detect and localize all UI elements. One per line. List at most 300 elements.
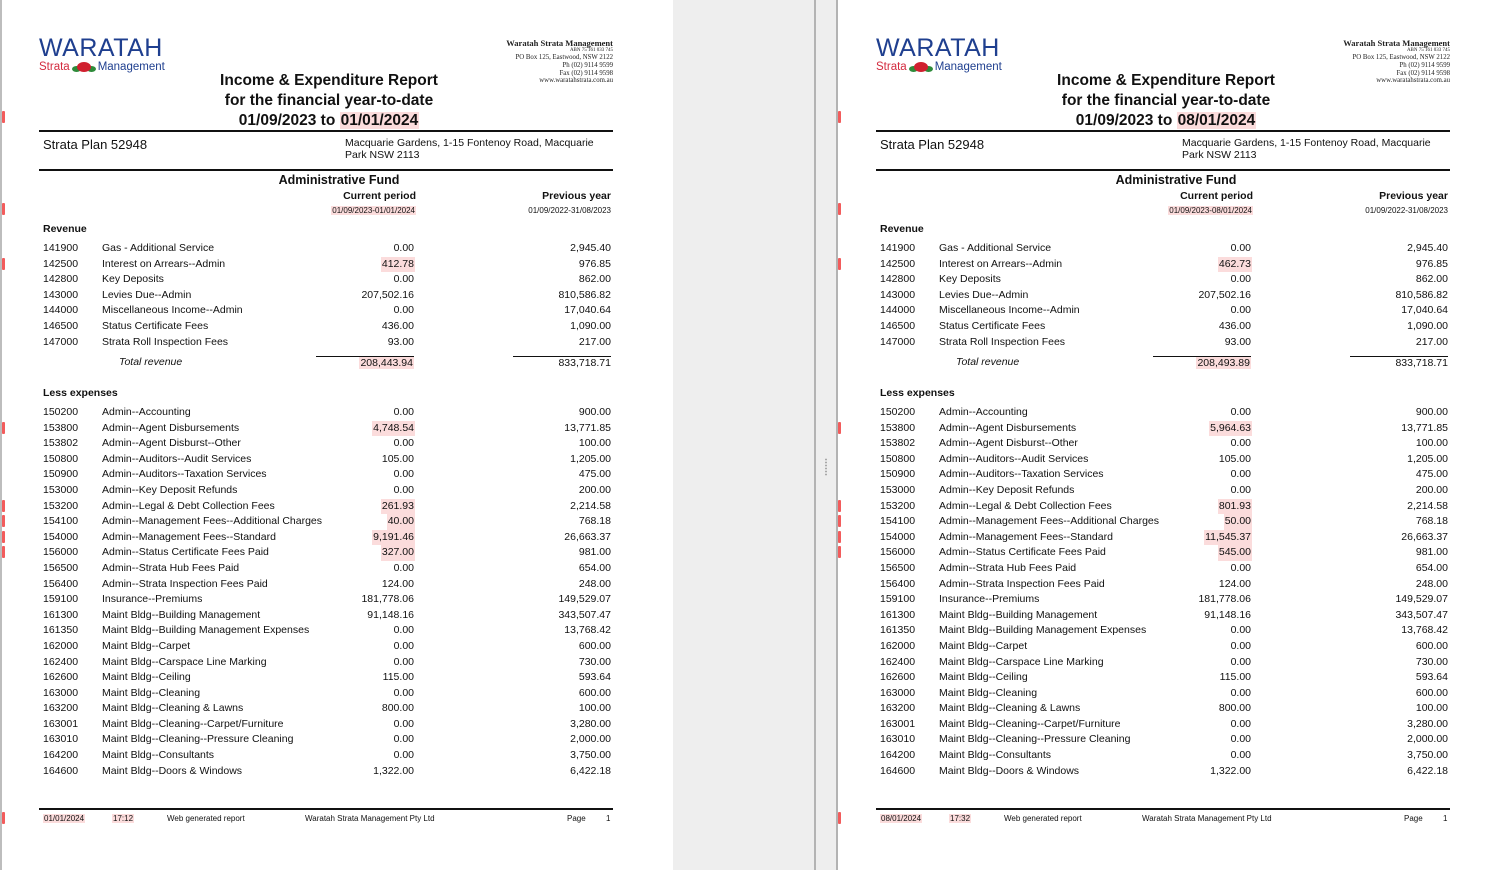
- previous-year-amount: 100.00: [1415, 437, 1448, 450]
- previous-year-amount: 217.00: [578, 335, 611, 348]
- company-abn: ABN 75 161 033 745: [569, 48, 613, 53]
- table-row: [39, 319, 613, 335]
- waratah-flower-icon: [909, 61, 933, 73]
- change-marker[interactable]: [838, 258, 841, 270]
- title-period: [1006, 111, 1326, 131]
- account-code: 162400: [43, 655, 79, 668]
- waratah-logo: [876, 36, 1016, 73]
- current-period-amount: 0.00: [393, 273, 414, 286]
- table-row: [876, 623, 1450, 639]
- previous-year-amount: 810,586.82: [1395, 288, 1448, 301]
- account-description: Admin--Auditors--Audit Services: [102, 452, 252, 465]
- change-marker[interactable]: [2, 515, 5, 527]
- account-description: Strata Roll Inspection Fees: [939, 335, 1066, 348]
- previous-year-amount: 17,040.64: [1401, 304, 1448, 317]
- account-description: Admin--Agent Disburst--Other: [939, 437, 1078, 450]
- fund-heading: Administrative Fund: [278, 173, 400, 187]
- account-description: Interest on Arrears--Admin: [939, 257, 1063, 270]
- account-code: 153800: [43, 421, 79, 434]
- change-marker[interactable]: [2, 258, 5, 270]
- table-row: [39, 701, 613, 717]
- account-description: Admin--Auditors--Taxation Services: [102, 468, 267, 481]
- account-code: 162000: [43, 639, 79, 652]
- current-period-amount: 91,148.16: [1204, 608, 1251, 621]
- footer-web-generated: Web generated report: [1004, 814, 1082, 823]
- strata-plan: Strata Plan 52948: [43, 137, 148, 152]
- account-description: Admin--Auditors--Audit Services: [939, 452, 1089, 465]
- logo-wordmark: WARATAH: [876, 34, 1000, 62]
- account-code: 163010: [43, 733, 79, 746]
- previous-year-amount: 2,945.40: [570, 242, 611, 254]
- account-description: Maint Bldg--Building Management Expenses: [102, 624, 310, 637]
- expenses-heading: Less expenses: [880, 387, 955, 399]
- account-code: 154000: [880, 530, 916, 543]
- account-description: Interest on Arrears--Admin: [102, 257, 226, 270]
- previous-year-amount: 17,040.64: [564, 304, 611, 317]
- company-address: PO Box 125, Eastwood, NSW 2122: [515, 54, 613, 61]
- account-description: Admin--Management Fees--Standard: [102, 530, 276, 543]
- previous-year-amount: 981.00: [1415, 546, 1448, 559]
- expense-rows: [39, 405, 613, 779]
- account-description: Maint Bldg--Consultants: [102, 749, 215, 762]
- logo-strata: Strata: [876, 61, 907, 73]
- account-description: Maint Bldg--Carpet: [939, 639, 1028, 652]
- account-code: 156400: [880, 577, 916, 590]
- account-code: 164600: [43, 764, 79, 777]
- table-row: [876, 592, 1450, 608]
- total-revenue-previous: 833,718.71: [1350, 356, 1448, 369]
- account-code: 161300: [880, 608, 916, 621]
- waratah-flower-icon: [72, 61, 96, 73]
- previous-year-amount: 1,205.00: [570, 452, 611, 465]
- current-period-amount: 4,748.54: [372, 421, 415, 437]
- current-period-amount: 0.00: [1230, 483, 1251, 496]
- account-code: 159100: [880, 593, 916, 606]
- table-row: [39, 452, 613, 468]
- account-description: Maint Bldg--Cleaning: [102, 686, 201, 699]
- current-period-amount: 0.00: [1230, 468, 1251, 481]
- total-revenue-current: 208,443.94: [360, 357, 413, 369]
- account-code: 150200: [880, 406, 916, 418]
- current-period-amount: 0.00: [393, 468, 414, 481]
- change-marker[interactable]: [838, 203, 841, 215]
- account-description: Maint Bldg--Cleaning--Carpet/Furniture: [939, 717, 1121, 730]
- account-description: Admin--Legal & Debt Collection Fees: [102, 499, 275, 512]
- account-code: 142500: [43, 257, 79, 270]
- table-row: [876, 639, 1450, 655]
- title-line-2: for the financial year-to-date: [1061, 92, 1271, 109]
- previous-year-amount: 900.00: [578, 406, 611, 418]
- current-period-amount: 0.00: [1230, 273, 1251, 286]
- current-period-amount: 124.00: [381, 577, 414, 590]
- company-website: www.waratahstrata.com.au: [539, 77, 613, 85]
- address-line-2: Park NSW 2113: [345, 149, 420, 161]
- previous-year-amount: 593.64: [1415, 671, 1448, 684]
- table-row: [876, 467, 1450, 483]
- previous-year-amount: 200.00: [1415, 483, 1448, 496]
- account-code: 154100: [880, 515, 916, 528]
- current-period-amount: 115.00: [1219, 671, 1251, 684]
- company-fax: Fax (02) 9114 9598: [1396, 69, 1450, 77]
- address-line-1: Macquarie Gardens, 1-15 Fontenoy Road, Macquarie: [1182, 137, 1431, 149]
- table-row: [39, 655, 613, 671]
- account-code: 142500: [880, 257, 916, 270]
- current-period-amount: 327.00: [381, 545, 415, 561]
- current-period-header: Current period: [1180, 190, 1253, 202]
- current-period-amount: 0.00: [1230, 655, 1251, 668]
- previous-year-amount: 3,280.00: [570, 717, 611, 730]
- previous-year-amount: 2,000.00: [1407, 733, 1448, 746]
- account-code: 146500: [880, 319, 916, 332]
- footer-date: 08/01/2024: [881, 814, 922, 823]
- previous-year-amount: 2,214.58: [1407, 499, 1448, 512]
- company-name: Waratah Strata Management: [506, 38, 613, 48]
- company-phone: Ph (02) 9114 9599: [1399, 61, 1450, 69]
- divider: [39, 808, 613, 810]
- current-period-amount: 436.00: [1218, 319, 1251, 332]
- change-marker[interactable]: [838, 531, 841, 543]
- account-description: Maint Bldg--Carpet: [102, 639, 191, 652]
- account-code: 142800: [880, 273, 916, 286]
- current-period-amount: 40.00: [387, 514, 415, 530]
- account-description: Strata Roll Inspection Fees: [102, 335, 229, 348]
- total-revenue-label: Total revenue: [956, 356, 1020, 368]
- account-description: Admin--Agent Disburst--Other: [102, 437, 241, 450]
- current-period-amount: 545.00: [1218, 545, 1252, 561]
- total-revenue-row: [39, 356, 613, 370]
- strata-plan: Strata Plan 52948: [880, 137, 985, 152]
- current-period-amount: 0.00: [393, 733, 414, 746]
- previous-year-header: Previous year: [542, 190, 611, 202]
- account-code: 156500: [880, 561, 916, 574]
- change-marker[interactable]: [2, 531, 5, 543]
- table-row: [876, 577, 1450, 593]
- account-description: Maint Bldg--Cleaning & Lawns: [939, 702, 1081, 715]
- current-period-amount: 181,778.06: [1198, 593, 1251, 606]
- account-code: 144000: [43, 304, 79, 317]
- footer-date: 01/01/2024: [44, 814, 85, 823]
- previous-year-amount: 654.00: [1415, 561, 1448, 574]
- table-row: [39, 686, 613, 702]
- change-marker[interactable]: [2, 812, 5, 824]
- account-code: 156500: [43, 561, 79, 574]
- current-period-amount: 1,322.00: [373, 764, 414, 777]
- change-marker[interactable]: [838, 422, 841, 434]
- account-code: 150900: [880, 468, 916, 481]
- account-description: Admin--Management Fees--Additional Charges: [939, 515, 1160, 528]
- account-description: Maint Bldg--Ceiling: [102, 671, 191, 684]
- divider: [39, 169, 613, 171]
- current-period-amount: 0.00: [1230, 406, 1251, 418]
- current-period-amount: 0.00: [1230, 733, 1251, 746]
- previous-year-amount: 900.00: [1415, 406, 1448, 418]
- previous-year-amount: 862.00: [578, 273, 611, 286]
- change-marker[interactable]: [2, 422, 5, 434]
- company-fax: Fax (02) 9114 9598: [559, 69, 613, 77]
- current-period-amount: 0.00: [1230, 561, 1251, 574]
- account-code: 164600: [880, 764, 916, 777]
- current-period-range: 01/09/2023-01/01/2024: [332, 206, 415, 215]
- previous-year-amount: 475.00: [1415, 468, 1448, 481]
- account-code: 162600: [43, 671, 79, 684]
- table-row: [39, 288, 613, 304]
- table-row: [876, 335, 1450, 351]
- current-period-amount: 207,502.16: [361, 288, 414, 301]
- account-description: Maint Bldg--Doors & Windows: [102, 764, 243, 777]
- previous-year-amount: 730.00: [578, 655, 611, 668]
- title-period: [169, 111, 489, 131]
- account-code: 163000: [880, 686, 916, 699]
- account-code: 156000: [880, 546, 916, 559]
- waratah-logo: [39, 36, 179, 73]
- previous-year-amount: 475.00: [578, 468, 611, 481]
- account-description: Admin--Agent Disbursements: [102, 421, 240, 434]
- previous-year-amount: 3,750.00: [570, 749, 611, 762]
- account-code: 150800: [43, 452, 79, 465]
- current-period-amount: 412.78: [381, 257, 415, 273]
- account-description: Admin--Legal & Debt Collection Fees: [939, 499, 1112, 512]
- table-row: [39, 592, 613, 608]
- divider: [876, 130, 1450, 132]
- table-row: [876, 670, 1450, 686]
- current-period-amount: 105.00: [1218, 452, 1251, 465]
- table-row: [876, 701, 1450, 717]
- current-period-amount: 0.00: [393, 242, 414, 254]
- account-code: 142800: [43, 273, 79, 286]
- change-marker[interactable]: [838, 111, 841, 123]
- table-row: [876, 561, 1450, 577]
- change-marker[interactable]: [2, 111, 5, 123]
- previous-year-amount: 248.00: [578, 577, 611, 590]
- previous-year-amount: 100.00: [1415, 702, 1448, 715]
- account-description: Maint Bldg--Consultants: [939, 749, 1052, 762]
- current-period-amount: 0.00: [393, 749, 414, 762]
- company-phone: Ph (02) 9114 9599: [562, 61, 613, 69]
- current-period-amount: 0.00: [393, 437, 414, 450]
- table-row: [39, 483, 613, 499]
- period-from: 01/09/2023 to: [238, 112, 340, 129]
- previous-year-amount: 6,422.18: [570, 764, 611, 777]
- current-period-amount: 93.00: [387, 335, 414, 348]
- account-code: 163001: [43, 717, 79, 730]
- change-marker[interactable]: [838, 500, 841, 512]
- title-line-2: for the financial year-to-date: [224, 92, 434, 109]
- current-period-amount: 0.00: [393, 639, 414, 652]
- previous-year-amount: 100.00: [578, 702, 611, 715]
- footer-time: 17:32: [950, 814, 971, 823]
- current-period-amount: 0.00: [1230, 242, 1251, 254]
- footer-page-number: 1: [606, 814, 611, 823]
- revenue-rows: [39, 241, 613, 350]
- change-marker[interactable]: [838, 515, 841, 527]
- previous-year-amount: 343,507.47: [558, 608, 611, 621]
- change-marker[interactable]: [838, 546, 841, 558]
- table-row: [876, 319, 1450, 335]
- right-document-pane[interactable]: [838, 0, 1512, 870]
- current-period-amount: 462.73: [1218, 257, 1252, 273]
- table-row: [876, 655, 1450, 671]
- change-marker[interactable]: [2, 546, 5, 558]
- logo-management: Management: [934, 61, 1002, 73]
- previous-year-amount: 13,768.42: [564, 624, 611, 637]
- revenue-heading: Revenue: [880, 223, 924, 235]
- period-to-changed: 01/01/2024: [340, 112, 419, 129]
- account-description: Admin--Key Deposit Refunds: [939, 483, 1075, 496]
- previous-year-amount: 768.18: [578, 515, 611, 528]
- splitter-drag-handle-icon[interactable]: [825, 458, 827, 476]
- previous-year-amount: 600.00: [1415, 639, 1448, 652]
- account-description: Key Deposits: [939, 273, 1001, 286]
- account-description: Maint Bldg--Cleaning: [939, 686, 1038, 699]
- current-period-amount: 181,778.06: [361, 593, 414, 606]
- account-code: 141900: [880, 242, 916, 254]
- pane-gutter: [673, 0, 838, 870]
- previous-year-amount: 13,771.85: [1401, 421, 1448, 434]
- account-code: 150200: [43, 406, 79, 418]
- previous-year-amount: 248.00: [1415, 577, 1448, 590]
- account-description: Admin--Accounting: [102, 406, 191, 418]
- account-code: 153200: [880, 499, 916, 512]
- previous-year-amount: 1,090.00: [570, 319, 611, 332]
- account-code: 153000: [43, 483, 79, 496]
- table-row: [39, 421, 613, 437]
- account-code: 153000: [880, 483, 916, 496]
- account-description: Admin--Management Fees--Standard: [939, 530, 1113, 543]
- account-description: Admin--Status Certificate Fees Paid: [102, 546, 269, 559]
- table-row: [39, 241, 613, 257]
- previous-year-amount: 2,945.40: [1407, 242, 1448, 254]
- previous-year-amount: 26,663.37: [1401, 530, 1448, 543]
- table-row: [39, 272, 613, 288]
- account-description: Maint Bldg--Building Management: [102, 608, 261, 621]
- account-code: 150800: [880, 452, 916, 465]
- account-code: 141900: [43, 242, 79, 254]
- previous-year-amount: 2,000.00: [570, 733, 611, 746]
- table-row: [876, 530, 1450, 546]
- previous-year-amount: 600.00: [578, 639, 611, 652]
- account-description: Admin--Management Fees--Additional Charges: [102, 515, 323, 528]
- previous-year-amount: 1,205.00: [1407, 452, 1448, 465]
- logo-management: Management: [97, 61, 165, 73]
- table-row: [876, 452, 1450, 468]
- account-code: 156000: [43, 546, 79, 559]
- report-title: [1006, 71, 1326, 131]
- title-line-1: Income & Expenditure Report: [1057, 72, 1275, 89]
- previous-year-amount: 593.64: [578, 671, 611, 684]
- table-row: [876, 545, 1450, 561]
- logo-wordmark: WARATAH: [39, 34, 163, 62]
- account-description: Admin--Strata Hub Fees Paid: [939, 561, 1077, 574]
- account-code: 143000: [43, 288, 79, 301]
- current-period-range: 01/09/2023-08/01/2024: [1169, 206, 1252, 215]
- current-period-amount: 124.00: [1218, 577, 1251, 590]
- table-row: [876, 748, 1450, 764]
- table-row: [876, 499, 1450, 515]
- account-code: 156400: [43, 577, 79, 590]
- property-address: [345, 137, 615, 161]
- account-description: Maint Bldg--Building Management: [939, 608, 1098, 621]
- table-row: [39, 764, 613, 780]
- period-from: 01/09/2023 to: [1075, 112, 1177, 129]
- table-row: [39, 577, 613, 593]
- previous-year-amount: 3,280.00: [1407, 717, 1448, 730]
- account-description: Levies Due--Admin: [102, 288, 192, 301]
- company-details: [506, 38, 613, 85]
- account-code: 146500: [43, 319, 79, 332]
- account-code: 153800: [880, 421, 916, 434]
- previous-year-amount: 13,771.85: [564, 421, 611, 434]
- footer-page-label: Page: [1404, 814, 1423, 823]
- table-row: [876, 514, 1450, 530]
- account-description: Admin--Status Certificate Fees Paid: [939, 546, 1106, 559]
- account-description: Maint Bldg--Cleaning--Pressure Cleaning: [939, 733, 1131, 746]
- account-code: 162000: [880, 639, 916, 652]
- previous-year-amount: 149,529.07: [558, 593, 611, 606]
- current-period-amount: 0.00: [1230, 304, 1251, 317]
- account-description: Admin--Accounting: [939, 406, 1028, 418]
- table-row: [876, 405, 1450, 421]
- revenue-heading: Revenue: [43, 223, 87, 235]
- current-period-amount: 801.93: [1218, 499, 1252, 515]
- previous-year-range: 01/09/2022-31/08/2023: [1365, 206, 1448, 215]
- account-code: 147000: [43, 335, 79, 348]
- account-code: 147000: [880, 335, 916, 348]
- current-period-amount: 9,191.46: [372, 530, 415, 546]
- account-code: 159100: [43, 593, 79, 606]
- current-period-amount: 50.00: [1224, 514, 1252, 530]
- previous-year-amount: 217.00: [1415, 335, 1448, 348]
- current-period-amount: 0.00: [393, 686, 414, 699]
- table-row: [876, 608, 1450, 624]
- previous-year-amount: 810,586.82: [558, 288, 611, 301]
- company-website: www.waratahstrata.com.au: [1376, 77, 1450, 85]
- table-row: [876, 272, 1450, 288]
- account-code: 163200: [43, 702, 79, 715]
- previous-year-amount: 26,663.37: [564, 530, 611, 543]
- account-code: 163000: [43, 686, 79, 699]
- account-description: Admin--Key Deposit Refunds: [102, 483, 238, 496]
- change-marker[interactable]: [2, 203, 5, 215]
- previous-year-range: 01/09/2022-31/08/2023: [528, 206, 611, 215]
- table-row: [876, 483, 1450, 499]
- address-line-1: Macquarie Gardens, 1-15 Fontenoy Road, Macquarie: [345, 137, 594, 149]
- table-row: [39, 436, 613, 452]
- account-description: Miscellaneous Income--Admin: [102, 304, 243, 317]
- account-code: 163001: [880, 717, 916, 730]
- total-revenue-current: 208,493.89: [1197, 357, 1250, 369]
- account-code: 161350: [43, 624, 79, 637]
- account-code: 163010: [880, 733, 916, 746]
- current-period-amount: 0.00: [1230, 749, 1251, 762]
- table-row: [876, 241, 1450, 257]
- change-marker[interactable]: [2, 500, 5, 512]
- account-description: Admin--Strata Inspection Fees Paid: [102, 577, 268, 590]
- company-address: PO Box 125, Eastwood, NSW 2122: [1352, 54, 1450, 61]
- change-marker[interactable]: [838, 812, 841, 824]
- account-description: Maint Bldg--Cleaning--Pressure Cleaning: [102, 733, 294, 746]
- account-description: Maint Bldg--Ceiling: [939, 671, 1028, 684]
- current-period-amount: 0.00: [1230, 639, 1251, 652]
- account-code: 153802: [43, 437, 79, 450]
- previous-year-amount: 1,090.00: [1407, 319, 1448, 332]
- table-row: [39, 514, 613, 530]
- current-period-amount: 105.00: [381, 452, 414, 465]
- previous-year-amount: 976.85: [1415, 257, 1448, 270]
- current-period-amount: 1,322.00: [1210, 764, 1251, 777]
- title-line-1: Income & Expenditure Report: [220, 72, 438, 89]
- logo-strata: Strata: [39, 61, 70, 73]
- left-document-pane[interactable]: [0, 0, 673, 870]
